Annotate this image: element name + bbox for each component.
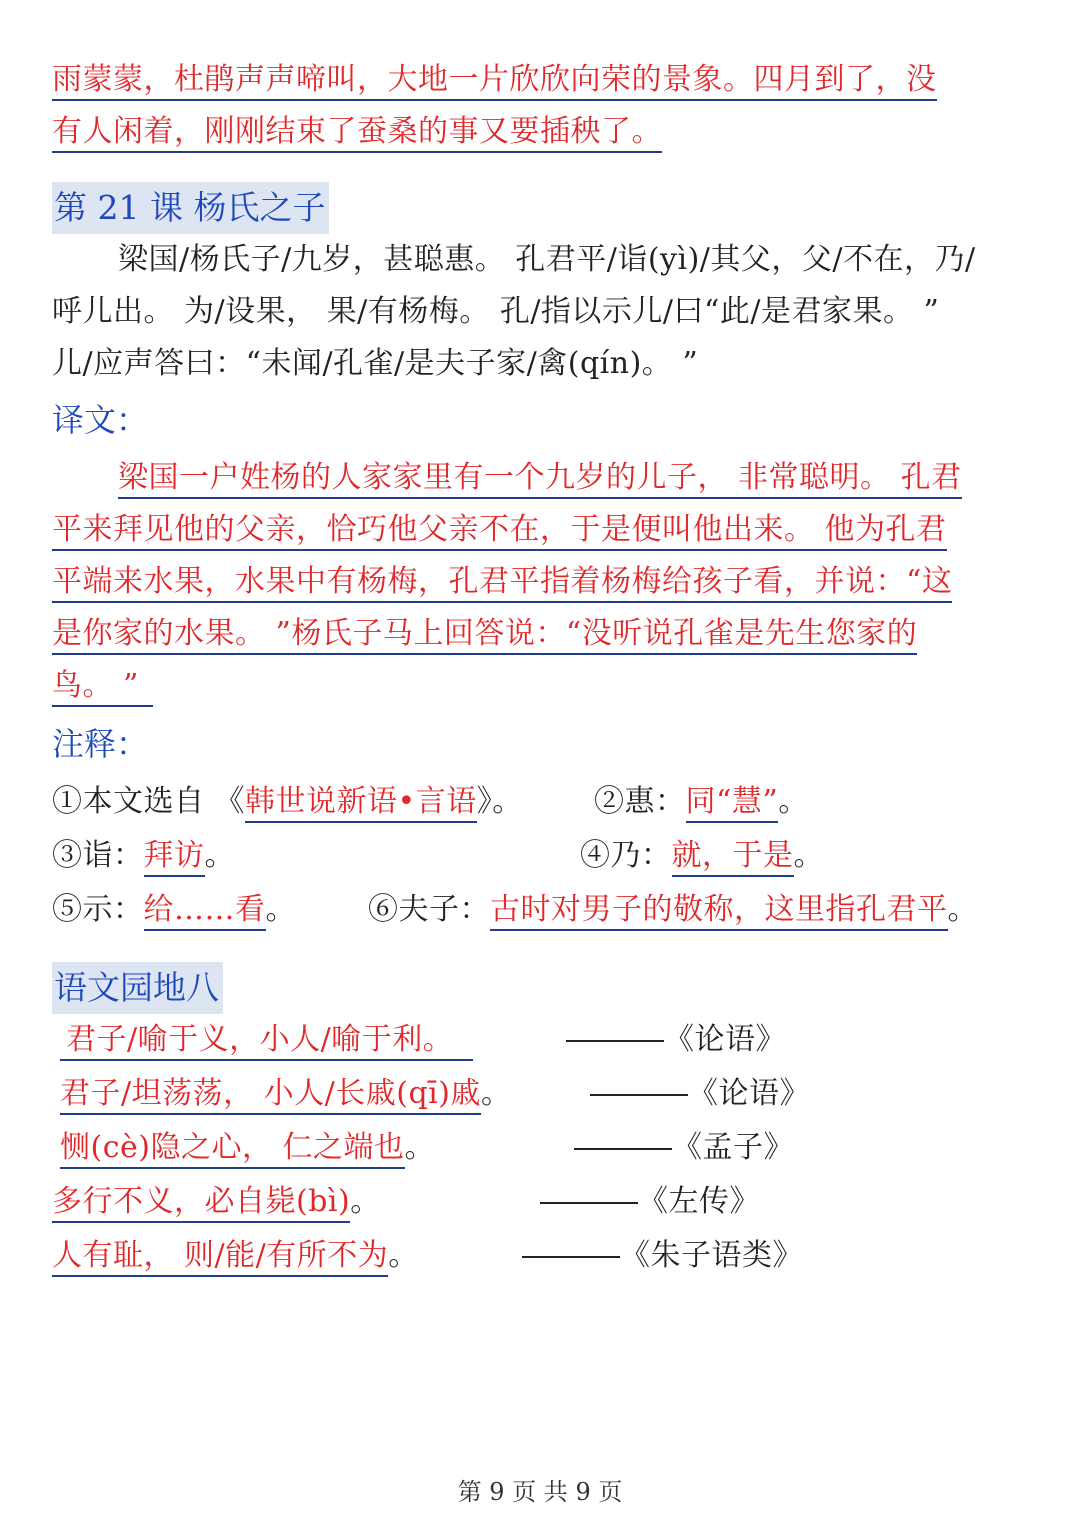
quote-text: 多行不义，必自毙(bì)	[52, 1184, 350, 1223]
translation-line-2	[52, 508, 947, 552]
note-answer: 给……看	[144, 892, 266, 931]
quote-text: 君子/坦荡荡， 小人/长戚(qī)戚	[60, 1076, 481, 1115]
note-answer: 拜访	[144, 838, 205, 877]
note-answer: 就，于是	[672, 838, 794, 877]
note-answer: 同“慧”	[686, 784, 779, 823]
translation-line-4	[52, 612, 917, 656]
note-6: ⑥夫子：古时对男子的敬称，这里指孔君平。	[368, 888, 978, 932]
underlined-answer: 鸟。 ”	[52, 668, 153, 707]
quote-4: 多行不义，必自毙(bì)。	[52, 1180, 381, 1224]
note-1: ①本文选自 《韩世说新语•言语》。	[52, 780, 523, 824]
garden-8-heading: 语文园地八	[52, 962, 223, 1014]
note-answer: 古时对男子的敬称，这里指孔君平	[490, 892, 948, 931]
underlined-answer: 雨蒙蒙，杜鹃声声啼叫，大地一片欣欣向荣的景象。四月到了，没	[52, 62, 937, 101]
translation-line-5	[52, 664, 153, 708]
underlined-answer: 是你家的水果。 ”杨氏子马上回答说：“没听说孔雀是先生您家的	[52, 616, 917, 655]
quote-text: 人有耻， 则/能/有所不为	[52, 1238, 388, 1277]
quote-2-source: 《论语》	[590, 1072, 810, 1116]
translation-line-3	[52, 560, 952, 604]
quote-text: 君子/喻于义，小人/喻于利。	[60, 1022, 473, 1061]
dash-line	[566, 1040, 664, 1042]
note-answer: 韩世说新语•言语	[245, 784, 477, 823]
underlined-answer: 平来拜见他的父亲，恰巧他父亲不在，于是便叫他出来。 他为孔君	[52, 512, 947, 551]
underlined-answer: 平端来水果，水果中有杨梅，孔君平指着杨梅给孩子看，并说：“这	[52, 564, 952, 603]
dash-line	[590, 1094, 688, 1096]
quote-2: 君子/坦荡荡， 小人/长戚(qī)戚。	[60, 1072, 511, 1116]
prev-translation-line-2	[52, 110, 662, 154]
translation-label: 译文：	[52, 401, 149, 439]
quote-1	[60, 1018, 473, 1062]
lesson-text-line-1: 梁国/杨氏子/九岁，甚聪惠。 孔君平/诣(yì)/其父，父/不在，乃/	[118, 242, 976, 277]
dash-line	[522, 1256, 620, 1258]
translation-line-1	[118, 456, 962, 500]
underlined-answer: 有人闲着，刚刚结束了蚕桑的事又要插秧了。	[52, 114, 662, 153]
notes-label: 注释：	[52, 725, 149, 763]
prev-translation-line-1	[52, 58, 937, 102]
quote-3: 恻(cè)隐之心， 仁之端也。	[60, 1126, 435, 1170]
note-4: ④乃：就，于是。	[580, 834, 824, 878]
underlined-answer: 梁国一户姓杨的人家家里有一个九岁的儿子， 非常聪明。 孔君	[118, 460, 962, 499]
quote-3-source: 《孟子》	[574, 1126, 794, 1170]
quote-1-source: 《论语》	[566, 1018, 786, 1062]
lesson-text-line-2: 呼儿出。 为/设果， 果/有杨梅。 孔/指以示儿/曰“此/是君家果。 ”	[52, 294, 940, 329]
dash-line	[540, 1202, 638, 1204]
note-5: ⑤示：给……看。	[52, 888, 296, 932]
page-footer: 第 9 页 共 9 页	[457, 1478, 623, 1506]
quote-5-source: 《朱子语类》	[522, 1234, 803, 1278]
note-3: ③诣：拜访。	[52, 834, 235, 878]
lesson-text-line-3: 儿/应声答曰：“未闻/孔雀/是夫子家/禽(qín)。 ”	[52, 346, 699, 381]
dash-line	[574, 1148, 672, 1150]
quote-5: 人有耻， 则/能/有所不为。	[52, 1234, 419, 1278]
note-2: ②惠：同“慧”。	[594, 780, 809, 824]
quote-text: 恻(cè)隐之心， 仁之端也	[60, 1130, 405, 1169]
lesson-21-heading: 第 21 课 杨氏之子	[52, 182, 329, 234]
quote-4-source: 《左传》	[540, 1180, 760, 1224]
